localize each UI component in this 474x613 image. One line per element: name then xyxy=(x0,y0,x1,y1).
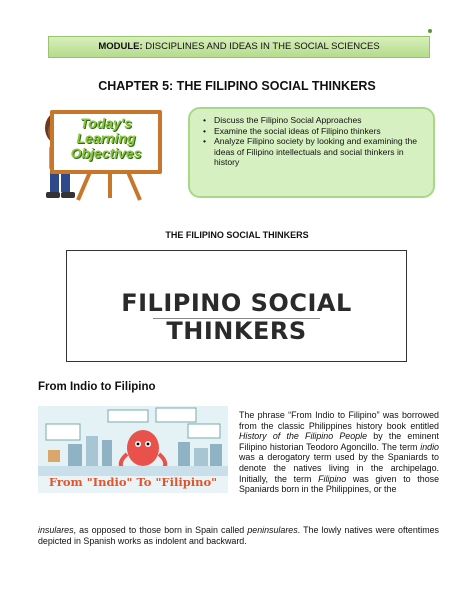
board-line-3: Objectives xyxy=(70,145,142,161)
paragraph-full-width xyxy=(38,525,439,546)
corner-dot-icon xyxy=(428,29,432,33)
module-header-bar xyxy=(48,36,430,58)
term-filipino: Filipino xyxy=(318,473,347,484)
module-title: DISCIPLINES AND IDEAS IN THE SOCIAL SCIENCES xyxy=(142,41,380,52)
objective-item: • Analyze Filipino society by looking and examining the ideas of Filipino intellectuals and social thinkers in history xyxy=(214,136,427,168)
thumbnail-caption: From "Indio" To "Filipino" xyxy=(48,475,218,489)
book-title: History of the Filipino People xyxy=(239,431,368,442)
term-insulares: insulares xyxy=(38,525,74,535)
subsection-heading: From Indio to Filipino xyxy=(38,381,156,393)
para-text: The phrase “From Indio to Filipino” was borrowed from the classic Philippines history book entitled xyxy=(239,410,439,431)
objective-item: • Discuss the Filipino Social Approaches xyxy=(214,115,427,126)
board-line-1: Today's xyxy=(80,115,132,131)
chapter-title: CHAPTER 5: THE FILIPINO SOCIAL THINKERS xyxy=(98,79,376,93)
learning-objectives-board xyxy=(50,110,162,174)
board-line-2: Learning xyxy=(76,130,136,146)
infographic-illustration-icon xyxy=(38,406,228,476)
para-text: was given to those Spaniards born in the Philippines, or the xyxy=(239,473,440,495)
term-indio: indio xyxy=(420,441,439,452)
term-peninsulares: peninsulares xyxy=(247,525,298,535)
objective-item: • Examine the social ideas of Filipino thinkers xyxy=(214,126,427,137)
title-line-1: FILIPINO SOCIAL xyxy=(121,289,352,317)
objectives-list xyxy=(190,109,433,168)
section-title: THE FILIPINO SOCIAL THINKERS xyxy=(165,230,309,240)
para-text: was a derogatory term used by the Spaniards to denote the natives living in the archipelago. Initially, the term xyxy=(239,452,439,484)
easel-legs-icon xyxy=(70,172,150,202)
module-label: MODULE: xyxy=(98,41,143,52)
para-text: . The lowly natives were oftentimes depicted in Spanish works as indolent and backward. xyxy=(38,525,439,546)
title-line-2: THINKERS xyxy=(166,317,307,345)
title-banner xyxy=(66,250,407,362)
paragraph-right-column xyxy=(239,410,439,495)
para-text: by the eminent Filipino historian Teodoro Agoncillo. The term xyxy=(239,431,440,452)
indio-to-filipino-thumbnail xyxy=(38,406,228,493)
objectives-speech-bubble xyxy=(188,107,435,198)
para-text: , as opposed to those born in Spain called xyxy=(73,525,248,535)
